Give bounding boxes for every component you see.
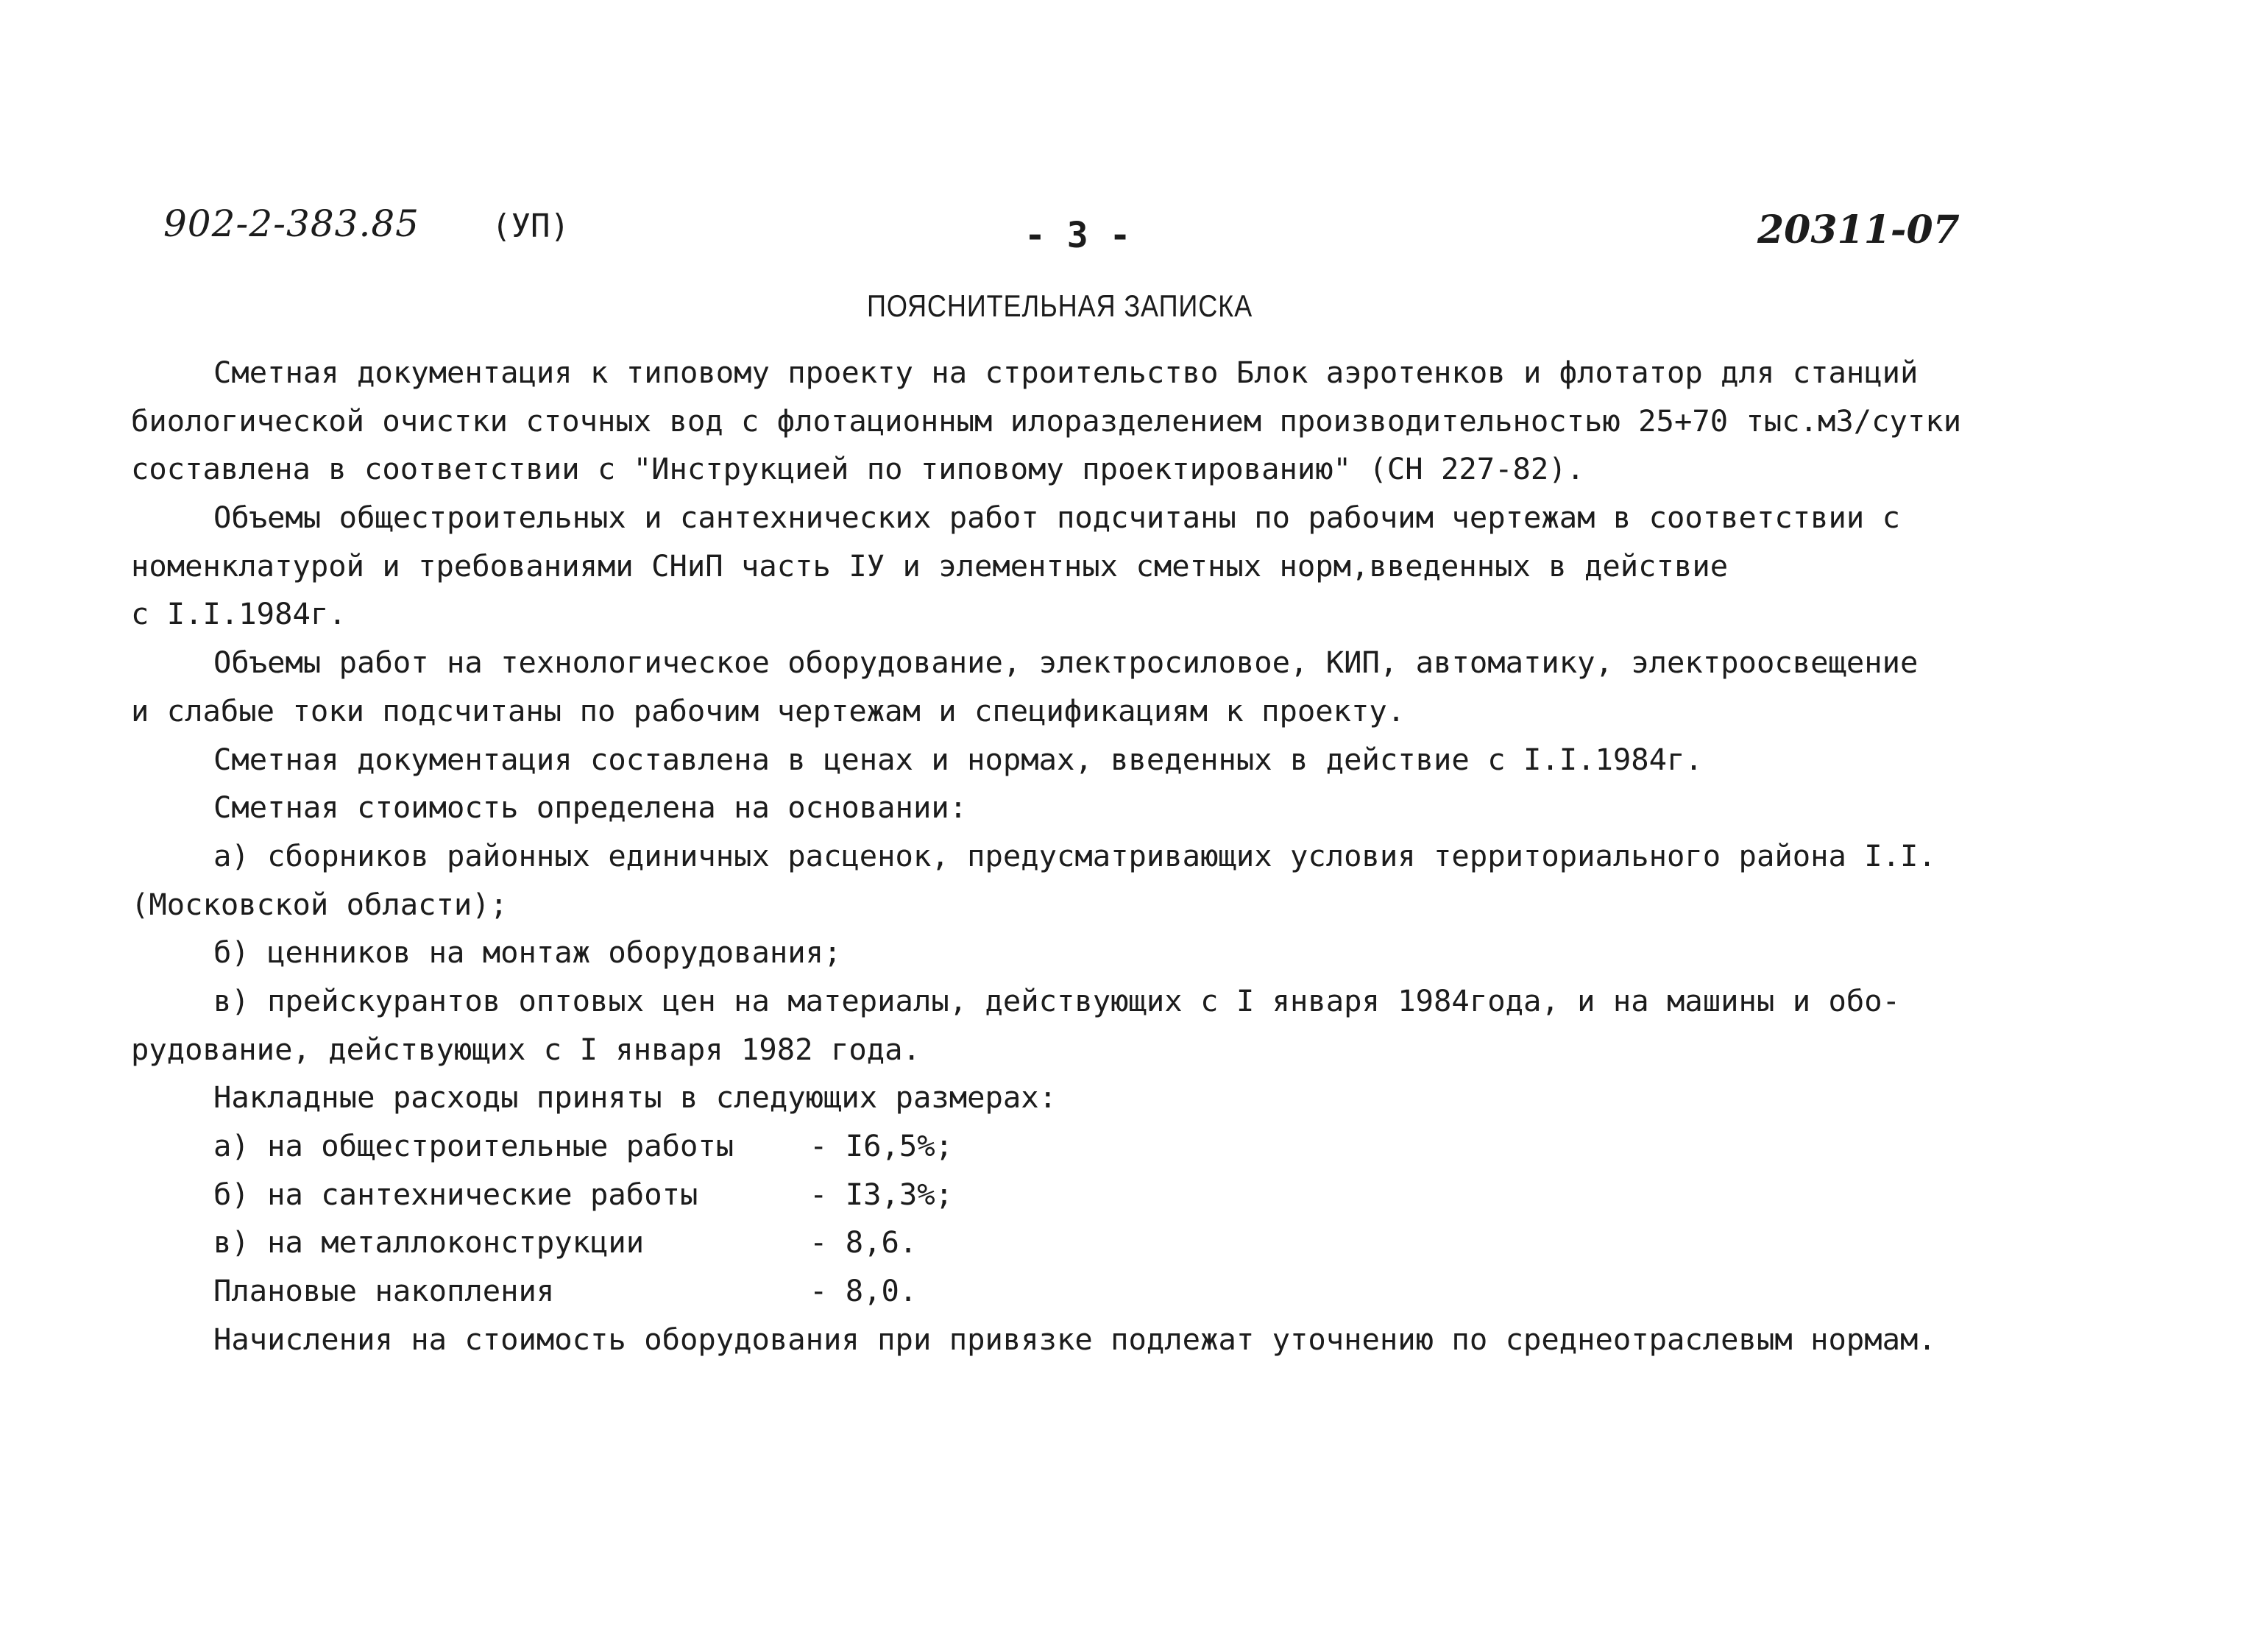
overhead-label: Плановые накопления <box>213 1273 555 1309</box>
closing-line: Начисления на стоимость оборудования при привязке подлежат уточнению по среднеотраслевым нормам. <box>213 1321 1936 1357</box>
paragraph-line: б) ценников на монтаж оборудования; <box>213 935 842 971</box>
document-title: ПОЯСНИТЕЛЬНАЯ ЗАПИСКА <box>867 288 1253 323</box>
paragraph-line: Сметная стоимость определена на основании: <box>213 790 968 826</box>
paragraph-line: номенклатурой и требованиями СНиП часть IУ и элементных сметных норм,введенных в действие <box>131 547 1729 584</box>
overhead-value: - 8,0. <box>810 1273 918 1309</box>
paragraph-line: а) сборников районных единичных расценок, предусматривающих условия территориального района I.I. <box>213 837 1936 873</box>
overhead-row <box>131 1122 2155 1171</box>
overhead-row <box>131 1219 2155 1267</box>
explanatory-note-body <box>131 349 2155 1364</box>
paragraph-line: Объемы общестроительных и сантехнических работ подсчитаны по рабочим чертежам в соответствии с <box>213 500 1901 536</box>
document-mark: (УП) <box>492 208 570 245</box>
paragraph-line: Накладные расходы приняты в следующих размерах: <box>213 1080 1058 1116</box>
paragraph-line: Сметная документация составлена в ценах и нормах, введенных в действие с I.I.1984г. <box>213 741 1703 777</box>
overhead-value: - I6,5%; <box>810 1128 954 1163</box>
overhead-value: - I3,3%; <box>810 1176 954 1212</box>
overhead-label: а) на общестроительные работы <box>213 1128 734 1163</box>
inventory-number: 20311-07 <box>1757 208 1960 252</box>
paragraph-line: составлена в соответствии с "Инструкцией по типовому проектированию" (СН 227-82). <box>131 451 1585 487</box>
overhead-value: - 8,6. <box>810 1224 918 1261</box>
overhead-label: в) на металлоконструкции <box>213 1224 645 1261</box>
overhead-row <box>131 1171 2155 1219</box>
paragraph-line: (Московской области); <box>131 886 509 922</box>
paragraph-line: рудование, действующих с I января 1982 года. <box>131 1031 921 1067</box>
paragraph-line: Объемы работ на технологическое оборудование, электросиловое, КИП, автоматику, электроосвещение <box>213 645 1919 681</box>
paragraph-line: с I.I.1984г. <box>131 596 347 632</box>
paragraph-line: и слабые токи подсчитаны по рабочим чертежам и спецификациям к проекту. <box>131 692 1406 728</box>
paragraph-line: биологической очистки сточных вод с флотационным илоразделением производительностью 25+70 тыс.м3/сутки <box>131 403 1962 439</box>
document-code: 902-2-383.85 <box>163 202 419 245</box>
page-number: - 3 - <box>1024 215 1131 256</box>
paragraph-line: в) прейскурантов оптовых цен на материалы, действующих с I января 1984года, и на машины и обо- <box>213 982 1901 1018</box>
overhead-label: б) на сантехнические работы <box>213 1176 698 1212</box>
overhead-row <box>131 1267 2155 1316</box>
paragraph-line: Сметная документация к типовому проекту на строительство Блок аэротенков и флотатор для станций <box>213 355 1919 390</box>
